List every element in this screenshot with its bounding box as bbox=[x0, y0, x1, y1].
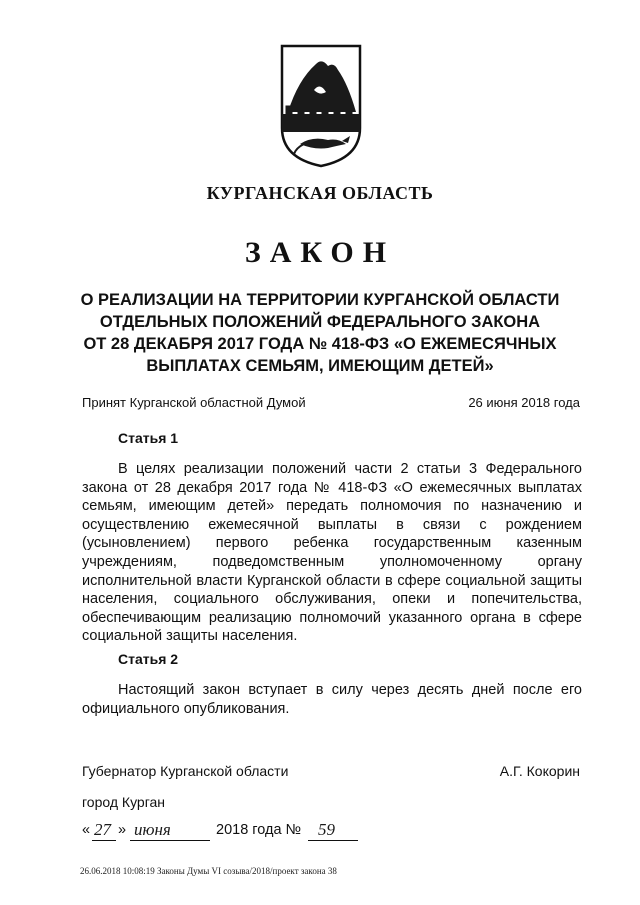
signing-dateline bbox=[82, 822, 482, 846]
handwritten-number: 59 bbox=[318, 820, 335, 839]
title-line: ОТДЕЛЬНЫХ ПОЛОЖЕНИЙ ФЕДЕРАЛЬНОГО ЗАКОНА bbox=[99, 313, 541, 331]
article-2-heading: Статья 2 bbox=[118, 651, 179, 667]
signatory-name: А.Г. Кокорин bbox=[499, 763, 580, 779]
adopted-by: Принят Курганской областной Думой bbox=[82, 395, 306, 410]
article-1-heading: Статья 1 bbox=[118, 430, 179, 446]
footer-file-info: 26.06.2018 10:08:19 Законы Думы VI созыва/2018/проект закона 38 bbox=[80, 866, 337, 876]
adopted-date: 26 июня 2018 года bbox=[468, 395, 580, 410]
date-open-quote: « bbox=[82, 822, 91, 838]
handwritten-day: 27 bbox=[94, 820, 111, 839]
law-title bbox=[40, 289, 600, 377]
title-line: О РЕАЛИЗАЦИИ НА ТЕРРИТОРИИ КУРГАНСКОЙ ОБЛАСТИ bbox=[80, 291, 560, 309]
signatory-position: Губернатор Курганской области bbox=[82, 763, 289, 779]
handwritten-month: июня bbox=[134, 820, 171, 839]
date-year-text: 2018 года № bbox=[216, 822, 302, 838]
region-name: КУРГАНСКАЯ ОБЛАСТЬ bbox=[206, 183, 434, 203]
title-line: ОТ 28 ДЕКАБРЯ 2017 ГОДА № 418-ФЗ «О ЕЖЕМЕСЯЧНЫХ bbox=[83, 335, 557, 353]
article-2-text: Настоящий закон вступает в силу через десять дней после его официального опубликования. bbox=[82, 682, 582, 717]
document-type: ЗАКОН bbox=[244, 236, 396, 269]
article-1-text: В целях реализации положений части 2 статьи 3 Федерального закона от 28 декабря 2017 года № 418-ФЗ «О ежемесячных выплатах семьям, имеющим детей» передать полномочия по назначению и осуществлению ежемесячной выплаты в связи с рождением (усыновлением) первого ребенка государственным казенным учреждениям, подведомственным уполномоченному органу исполнительной власти Курганской области в сфере социальной защиты населения, социального обслуживания, опеки и попечительства, обеспечивающим реализацию полномочий указанного органа в сфере социальной защиты населения. bbox=[82, 461, 582, 645]
title-line: ВЫПЛАТАХ СЕМЬЯМ, ИМЕЮЩИМ ДЕТЕЙ» bbox=[146, 357, 494, 375]
signing-city: город Курган bbox=[82, 794, 166, 810]
coat-of-arms-emblem bbox=[276, 40, 366, 170]
date-close-quote: » bbox=[118, 822, 127, 838]
